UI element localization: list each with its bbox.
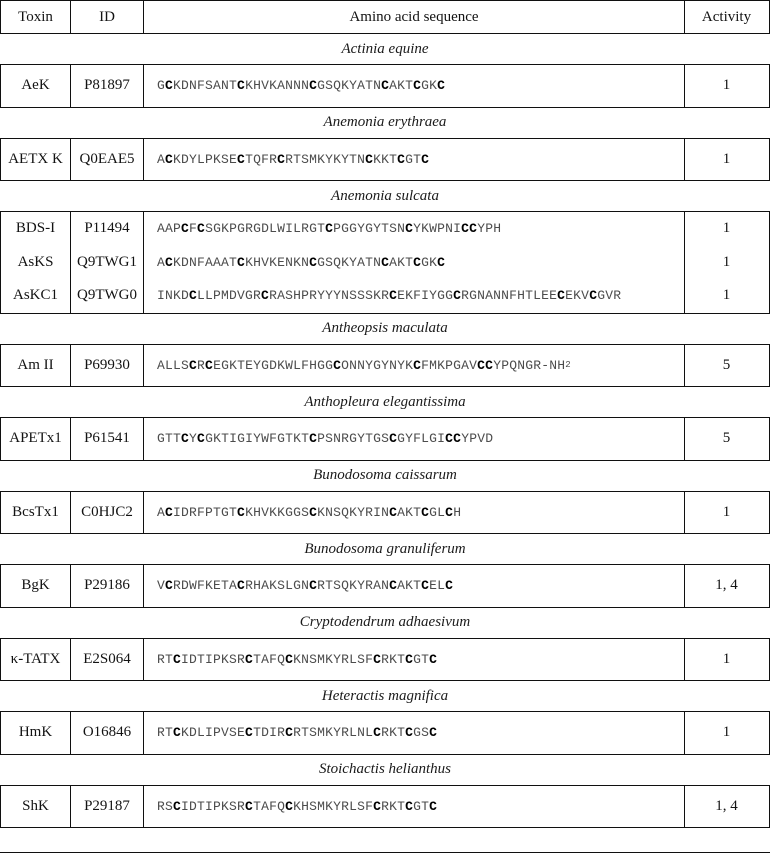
species-group-box xyxy=(0,711,770,755)
column-header-toxin: Toxin xyxy=(1,1,71,33)
uniprot-id-cell: O16846 xyxy=(71,712,144,754)
column-header-sequence: Amino acid sequence xyxy=(144,1,685,33)
uniprot-id-cell: C0HJC2 xyxy=(71,492,144,534)
species-header: Bunodosoma granuliferum xyxy=(304,540,466,557)
uniprot-id-cell: P29186 xyxy=(71,565,144,607)
uniprot-id-cell: P69930 xyxy=(71,345,144,387)
sequence-cell: RT C IDTIPKSR C TAFQ C KNSMKYRLSF C RKT C GT C xyxy=(144,639,685,681)
uniprot-id-cell: P81897 xyxy=(71,65,144,107)
activity-cell: 1, 4 xyxy=(715,797,738,814)
toxin-name-cell: BgK xyxy=(1,565,71,607)
activity-cell: 1 xyxy=(722,77,731,94)
table-row xyxy=(1,212,769,246)
activity-cell: 1 xyxy=(722,503,731,520)
activity-cell: 5 xyxy=(722,430,731,447)
species-header: Stoichactis helianthus xyxy=(318,761,452,777)
uniprot-id-cell: E2S064 xyxy=(71,639,144,681)
toxin-name-cell: ShK xyxy=(1,786,71,828)
uniprot-id-cell: P61541 xyxy=(71,418,144,460)
uniprot-id-cell: Q0EAE5 xyxy=(71,139,144,181)
species-group-box xyxy=(0,638,770,682)
activity-cell: 5 xyxy=(722,356,731,373)
sequence-cell: INKD C LLPMDVGR C RASHPRYYYNSSSKR C EKFIYGG C RGNANNFHTLEE C EKV C GVR xyxy=(144,279,685,313)
toxin-name-cell: AsKS xyxy=(1,246,71,280)
sequence-cell: A C KDYLPKSE C TQFR C RTSMKYKYTN C KKT C GT C xyxy=(144,139,685,181)
table-row xyxy=(1,246,769,280)
table-row xyxy=(1,345,769,387)
table-row xyxy=(1,712,769,754)
species-group-box xyxy=(0,211,770,314)
species-group-box xyxy=(0,417,770,461)
toxin-name-cell: AeK xyxy=(1,65,71,107)
species-header: Actinia equine xyxy=(341,40,429,57)
species-header: Heteractis magnifica xyxy=(321,687,449,704)
sequence-cell: RT C KDLIPVSE C TDIR C RTSMKYRLNL C RKT C GS C xyxy=(144,712,685,754)
table-row xyxy=(1,565,769,607)
sequence-cell: ALLS C R C EGKTEYGDKWLFHGG C ONNYGYNYK C FMKPGAV C C YPQNGR-NH 2 xyxy=(144,345,685,387)
activity-cell: 1 xyxy=(722,650,731,667)
activity-cell: 1 xyxy=(722,287,731,304)
species-group-box xyxy=(0,344,770,388)
toxin-name-cell: HmK xyxy=(1,712,71,754)
column-header-activity: Activity xyxy=(701,8,752,25)
species-header: Bunodosoma caissarum xyxy=(313,467,457,483)
toxin-name-cell: AETX K xyxy=(1,139,71,181)
sequence-cell: AAP C F C SGKPGRGDLWILRGT C PGGYGYTSN C YKWPNI C C YPH xyxy=(144,212,685,246)
species-header: Anthopleura elegantissima xyxy=(304,393,466,410)
table-row xyxy=(1,139,769,181)
sequence-cell: RS C IDTIPKSR C TAFQ C KHSMKYRLSF C RKT C GT C xyxy=(144,786,685,828)
activity-cell: 1 xyxy=(722,220,731,237)
species-group-box xyxy=(0,491,770,535)
table-body xyxy=(0,34,770,828)
sequence-cell: GTT C Y C GKTIGIYWFGTKT C PSNRGYTGS C GYFLGI C C YPVD xyxy=(144,418,685,460)
table-row xyxy=(1,492,769,534)
column-header-id: ID xyxy=(71,1,144,33)
sequence-cell: A C IDRFPTGT C KHVKKGGS C KNSQKYRIN C AKT C GL C H xyxy=(144,492,685,534)
species-group-box xyxy=(0,64,770,108)
table-row xyxy=(1,65,769,107)
uniprot-id-cell: P11494 xyxy=(71,212,144,246)
toxin-name-cell: AsKC1 xyxy=(1,279,71,313)
sequence-cell: G C KDNFSANT C KHVKANNN C GSQKYATN C AKT C GK C xyxy=(144,65,685,107)
table-header-row xyxy=(0,1,770,34)
table-row xyxy=(1,418,769,460)
toxin-name-cell: APETx1 xyxy=(1,418,71,460)
activity-cell: 1, 4 xyxy=(715,577,738,594)
toxin-name-cell: Am II xyxy=(1,345,71,387)
sequence-cell: A C KDNFAAAT C KHVKENKN C GSQKYATN C AKT C GK C xyxy=(144,246,685,280)
species-group-box xyxy=(0,564,770,608)
species-group-box xyxy=(0,138,770,182)
species-header: Antheopsis maculata xyxy=(322,320,448,336)
species-header: Cryptodendrum adhaesivum xyxy=(299,614,471,630)
activity-cell: 1 xyxy=(722,253,731,270)
species-header: Anemonia sulcata xyxy=(331,187,439,204)
activity-cell: 1 xyxy=(722,150,731,167)
table-row xyxy=(1,786,769,828)
uniprot-id-cell: Q9TWG0 xyxy=(71,279,144,313)
toxin-name-cell: κ-TATX xyxy=(1,639,71,681)
activity-cell: 1 xyxy=(722,724,731,741)
uniprot-id-cell: Q9TWG1 xyxy=(71,246,144,280)
species-header: Anemonia erythraea xyxy=(323,114,447,130)
sequence-cell: V C RDWFKETA C RHAKSLGN C RTSQKYRAN C AKT C EL C xyxy=(144,565,685,607)
uniprot-id-cell: P29187 xyxy=(71,786,144,828)
species-group-box xyxy=(0,785,770,829)
toxin-name-cell: BDS-I xyxy=(1,212,71,246)
table-row xyxy=(1,279,769,313)
toxin-name-cell: BcsTx1 xyxy=(1,492,71,534)
table-row xyxy=(1,639,769,681)
